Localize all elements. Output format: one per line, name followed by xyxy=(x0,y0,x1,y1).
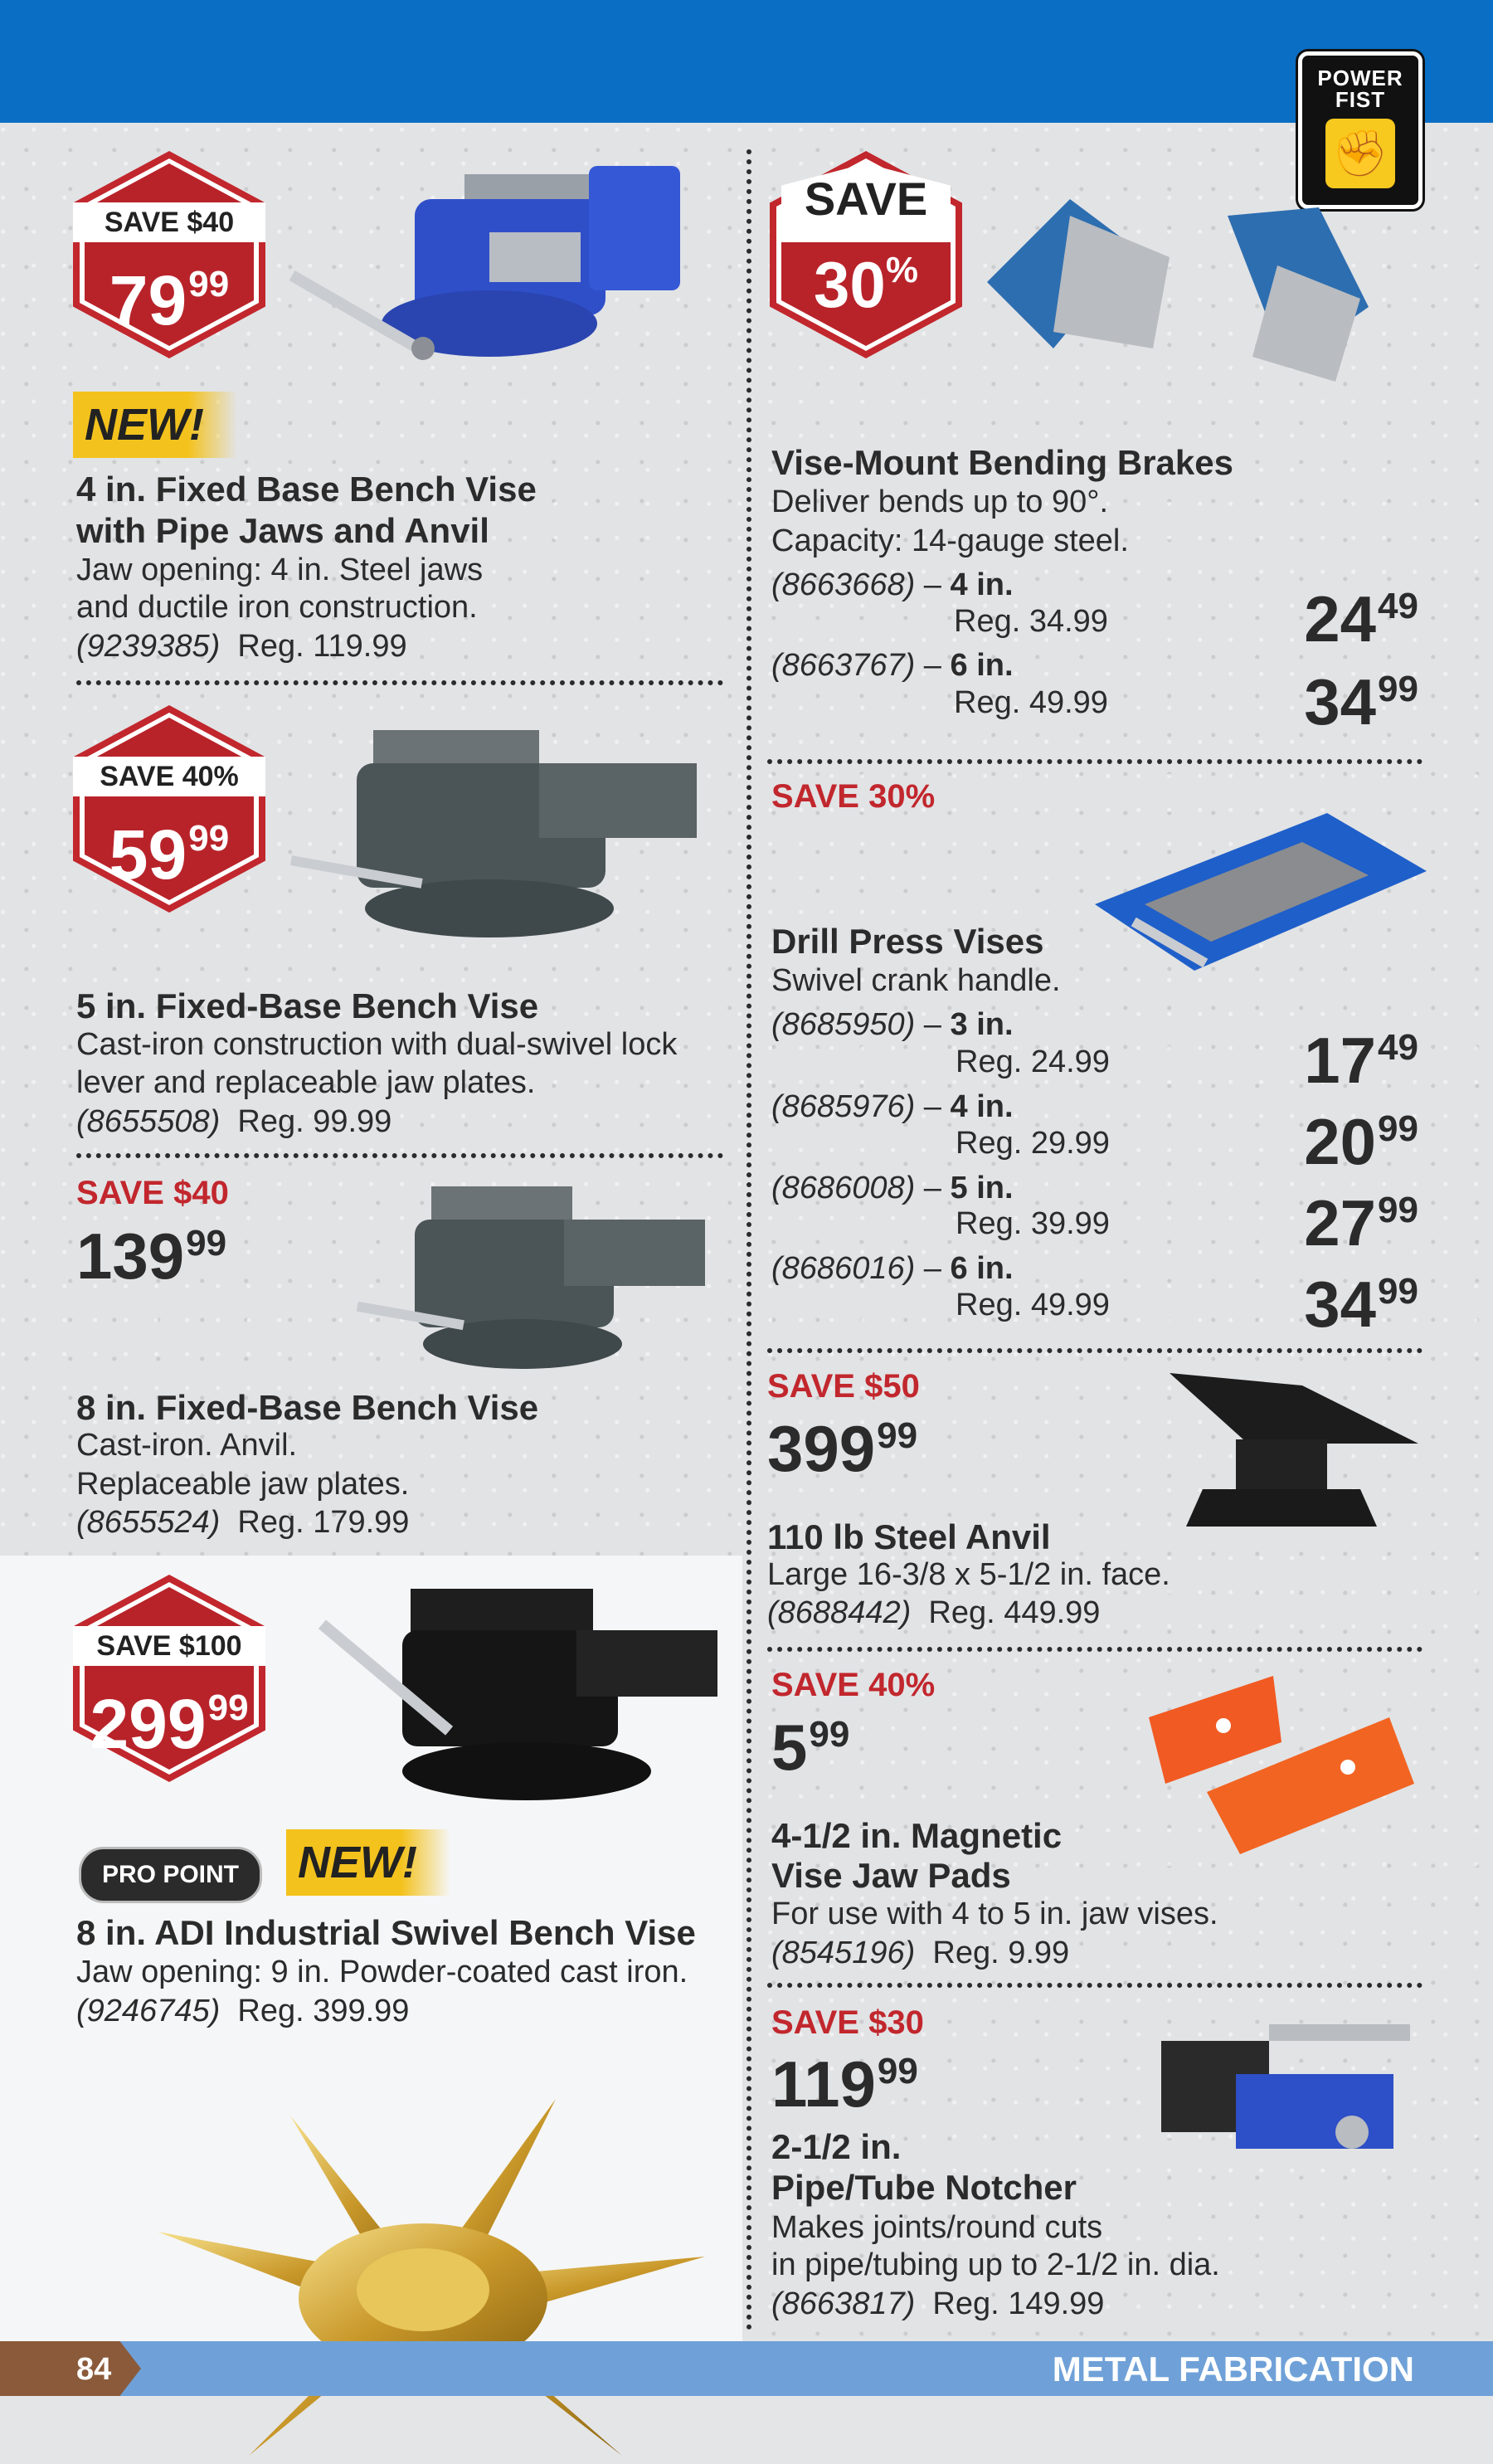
fist-icon: ✊ xyxy=(1325,119,1395,188)
vise8-title: 8 in. Fixed-Base Bench Vise xyxy=(76,1388,539,1427)
badge-price: $59^{99}$ xyxy=(109,816,230,894)
new-tag-vise4: NEW! xyxy=(73,392,237,458)
drillpress-variant-1-reg: Reg. 24.99 xyxy=(956,1045,1110,1079)
brakes-variant-1-price: $24^{49}$ xyxy=(1304,582,1418,655)
jawpads-title-2: Vise Jaw Pads xyxy=(771,1856,1011,1895)
magnetic-jaw-pads-image xyxy=(1149,1668,1422,1858)
jawpads-save-label: SAVE 40% xyxy=(771,1667,936,1703)
vise8-sku-line: (8655524) Reg. 179.99 xyxy=(76,1505,410,1540)
drill-press-vise-image xyxy=(1095,780,1427,996)
page-number: 84 xyxy=(76,2352,112,2387)
adi-title: 8 in. ADI Industrial Swivel Bench Vise xyxy=(76,1913,696,1952)
anvil-save-label: SAVE $50 xyxy=(767,1368,920,1405)
divider-left-1 xyxy=(76,680,723,685)
drillpress-variant-3-price: $27^{99}$ xyxy=(1304,1186,1418,1259)
brakes-title: Vise-Mount Bending Brakes xyxy=(771,443,1233,482)
jawpads-sku-line: (8545196) Reg. 9.99 xyxy=(771,1936,1070,1970)
vise5-desc-2: lever and replaceable jaw plates. xyxy=(76,1065,536,1100)
brakes-variant-2: (8663767) – 6 in. xyxy=(771,648,1014,683)
bench-vise-5in-image xyxy=(290,713,722,954)
vise5-title: 5 in. Fixed-Base Bench Vise xyxy=(76,986,539,1025)
vise4-title-2: with Pipe Jaws and Anvil xyxy=(76,511,489,550)
badge-save-text: SAVE 40% xyxy=(73,757,265,796)
divider-right-3 xyxy=(767,1647,1422,1652)
drillpress-variant-4-reg: Reg. 49.99 xyxy=(956,1288,1110,1322)
vise4-desc-1: Jaw opening: 4 in. Steel jaws xyxy=(76,553,484,587)
page-number-tab xyxy=(0,2341,141,2396)
vise4-sku-line: (9239385) Reg. 119.99 xyxy=(76,629,407,664)
drillpress-variant-2: (8685976) – 4 in. xyxy=(771,1089,1014,1124)
bench-vise-8in-image xyxy=(357,1178,722,1377)
logo-text-2: FIST xyxy=(1335,87,1386,112)
vise4-desc-2: and ductile iron construction. xyxy=(76,590,478,625)
vise5-sku-line: (8655508) Reg. 99.99 xyxy=(76,1104,392,1139)
steel-anvil-image xyxy=(1161,1365,1427,1539)
brakes-desc-2: Capacity: 14-gauge steel. xyxy=(771,523,1129,558)
notcher-desc-2: in pipe/tubing up to 2-1/2 in. dia. xyxy=(771,2247,1220,2282)
vise8-save-label: SAVE $40 xyxy=(76,1175,229,1211)
adi-sku-line: (9246745) Reg. 399.99 xyxy=(76,1994,410,2028)
jawpads-title-1: 4-1/2 in. Magnetic xyxy=(771,1816,1063,1855)
logo-text-1: POWER xyxy=(1317,66,1403,90)
notcher-desc-1: Makes joints/round cuts xyxy=(771,2210,1103,2245)
vise8-price: $139^{99}$ xyxy=(76,1220,227,1293)
divider-right-2 xyxy=(767,1348,1422,1353)
vise8-desc-2: Replaceable jaw plates. xyxy=(76,1467,410,1502)
brakes-variant-1: (8663668) – 4 in. xyxy=(771,567,1014,602)
badge-save-word: SAVE xyxy=(804,173,928,225)
gold-bow-decoration xyxy=(124,2066,722,2464)
industrial-swivel-vise-image xyxy=(303,1580,726,1821)
drillpress-variant-4-price: $34^{99}$ xyxy=(1304,1268,1418,1341)
percent-badge-brakes xyxy=(770,151,962,358)
drillpress-save-label: SAVE 30% xyxy=(771,778,936,815)
jawpads-desc-1: For use with 4 to 5 in. jaw vises. xyxy=(771,1897,1218,1931)
drillpress-variant-2-reg: Reg. 29.99 xyxy=(956,1126,1110,1161)
brakes-desc-1: Deliver bends up to 90°. xyxy=(771,485,1108,519)
pro-point-brand-logo: PRO POINT xyxy=(79,1847,262,1903)
anvil-sku-line: (8688442) Reg. 449.99 xyxy=(767,1595,1101,1630)
pipe-tube-notcher-image xyxy=(1145,2008,1427,2190)
bending-brakes-image xyxy=(970,183,1402,398)
notcher-title-2: Pipe/Tube Notcher xyxy=(771,2168,1077,2207)
top-banner xyxy=(0,0,1493,123)
drillpress-title: Drill Press Vises xyxy=(771,922,1044,961)
brakes-variant-2-reg: Reg. 49.99 xyxy=(954,685,1108,720)
adi-desc-1: Jaw opening: 9 in. Powder-coated cast iron. xyxy=(76,1955,688,1989)
vise8-desc-1: Cast-iron. Anvil. xyxy=(76,1428,298,1463)
badge-save-text: SAVE $40 xyxy=(73,202,265,242)
new-tag-adi: NEW! xyxy=(286,1829,450,1896)
drillpress-variant-1: (8685950) – 3 in. xyxy=(771,1007,1014,1042)
anvil-price: $399^{99}$ xyxy=(767,1412,918,1485)
vertical-divider xyxy=(746,149,751,2331)
vise5-desc-1: Cast-iron construction with dual-swivel lock xyxy=(76,1027,678,1062)
divider-left-2 xyxy=(76,1153,723,1158)
notcher-save-label: SAVE $30 xyxy=(771,2004,924,2041)
vise4-title-1: 4 in. Fixed Base Bench Vise xyxy=(76,470,537,509)
notcher-title-1: 2-1/2 in. xyxy=(771,2127,902,2166)
divider-right-4 xyxy=(767,1983,1422,1988)
anvil-desc-1: Large 16-3/8 x 5-1/2 in. face. xyxy=(767,1557,1170,1592)
drillpress-variant-3-reg: Reg. 39.99 xyxy=(956,1206,1110,1241)
brakes-variant-2-price: $34^{99}$ xyxy=(1304,665,1418,738)
price-badge-adi xyxy=(73,1575,265,1782)
badge-price: $299^{99}$ xyxy=(90,1685,249,1763)
divider-right-1 xyxy=(767,759,1422,764)
anvil-title: 110 lb Steel Anvil xyxy=(767,1517,1051,1556)
notcher-sku-line: (8663817) Reg. 149.99 xyxy=(771,2286,1105,2321)
section-title: METAL FABRICATION xyxy=(1052,2350,1414,2389)
brakes-variant-1-reg: Reg. 34.99 xyxy=(954,604,1108,639)
price-badge-vise4 xyxy=(73,151,265,358)
jawpads-price: $5^{99}$ xyxy=(771,1711,850,1784)
badge-price: $79^{99}$ xyxy=(109,261,230,339)
price-badge-vise5 xyxy=(73,705,265,913)
drillpress-variant-3: (8686008) – 5 in. xyxy=(771,1171,1014,1205)
drillpress-variant-1-price: $17^{49}$ xyxy=(1304,1024,1418,1097)
badge-save-text: SAVE $100 xyxy=(73,1626,265,1666)
notcher-price: $119^{99}$ xyxy=(771,2048,918,2121)
bench-vise-4in-image xyxy=(282,141,730,423)
drillpress-variant-2-price: $20^{99}$ xyxy=(1304,1105,1418,1178)
drillpress-variant-4: (8686016) – 6 in. xyxy=(771,1251,1014,1286)
drillpress-desc-1: Swivel crank handle. xyxy=(771,963,1061,998)
badge-percent: 30% xyxy=(814,248,918,321)
